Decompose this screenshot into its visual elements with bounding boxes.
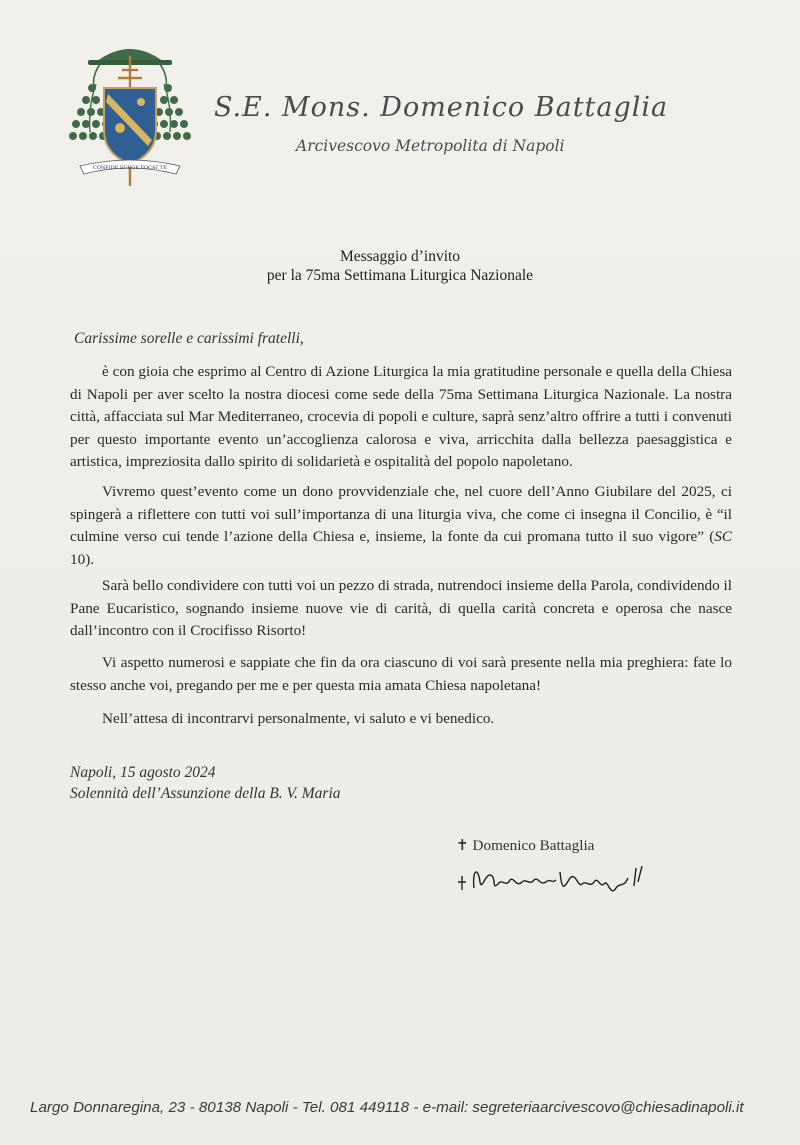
handwritten-signature (452, 858, 662, 902)
footer-contact: Largo Donnaregina, 23 - 80138 Napoli - Tel. 081 449118 - e-mail: segreteriaarcivescovo@chiesadinapoli.it (30, 1099, 744, 1116)
salutation: Carissime sorelle e carissimi fratelli, (74, 330, 304, 347)
paragraph-2-citation: 10). (70, 550, 95, 568)
message-subheading: per la 75ma Settimana Liturgica Nazionale (266, 267, 534, 284)
body-paragraph-4: Vi aspetto numerosi e sappiate che fin da ora ciascuno di voi sarà presente nella mia preghiera: fate lo stesso anche voi, pregando per me e per questa mia amata Chiesa napoletana! (70, 654, 732, 694)
body-paragraph-3: Sarà bello condividere con tutti voi un pezzo di strada, nutrendoci insieme della Parola, condividendo il Pane Eucaristico, sognando insieme nuove vie di carità, di quella carità concreta e operosa che nasce dall’incontro con il Crocifisso Risorto! (70, 577, 732, 640)
sacrosanctum-concilium-abbrev: SC (714, 528, 732, 546)
signatory-name: ✝ Domenico Battaglia (456, 837, 595, 854)
svg-text:CONFIDE SURGE VOCAT TE: CONFIDE SURGE VOCAT TE (92, 165, 168, 171)
letterhead-title: Arcivescovo Metropolita di Napoli (296, 137, 565, 155)
body-paragraph-5: Nell’attesa di incontrarvi personalmente, vi saluto e vi benedico. (102, 710, 495, 727)
paragraph-2-text: Vivremo quest’evento come un dono provvidenziale che, nel cuore dell’Anno Giubilare del 2025, ci spingerà a riflettere con tutti voi sull’importanza di una liturgia viva, che come ci insegna il Concilio, è “il culmine verso cui tende l’azione della Chiesa e, insieme, la fonte da cui promana tutto il suo vigore” ( (70, 483, 732, 546)
message-heading: Messaggio d’invito (339, 248, 461, 265)
letterhead-name: S.E. Mons. Domenico Battaglia (214, 92, 669, 123)
archbishop-coat-of-arms-icon (66, 36, 194, 194)
body-paragraph-2 (70, 481, 732, 571)
place-date: Napoli, 15 agosto 2024 (70, 764, 216, 781)
body-paragraph-1: è con gioia che esprimo al Centro di Azione Liturgica la mia gratitudine personale e quella della Chiesa di Napoli per aver scelto la nostra diocesi come sede della 75ma Settimana Liturgica Nazionale. La nostra città, affacciata sul Mar Mediterraneo, crocevia di popoli e culture, saprà senz’altro offrire a tutti i convenuti per questo importante evento un’accoglienza calorosa e viva, arricchita dalla bellezza paesaggistica e artistica, impreziosita dallo spirito di solidarietà e ospitalità del popolo napoletano. (70, 363, 732, 471)
solemnity-line: Solennità dell’Assunzione della B. V. Maria (70, 785, 341, 802)
